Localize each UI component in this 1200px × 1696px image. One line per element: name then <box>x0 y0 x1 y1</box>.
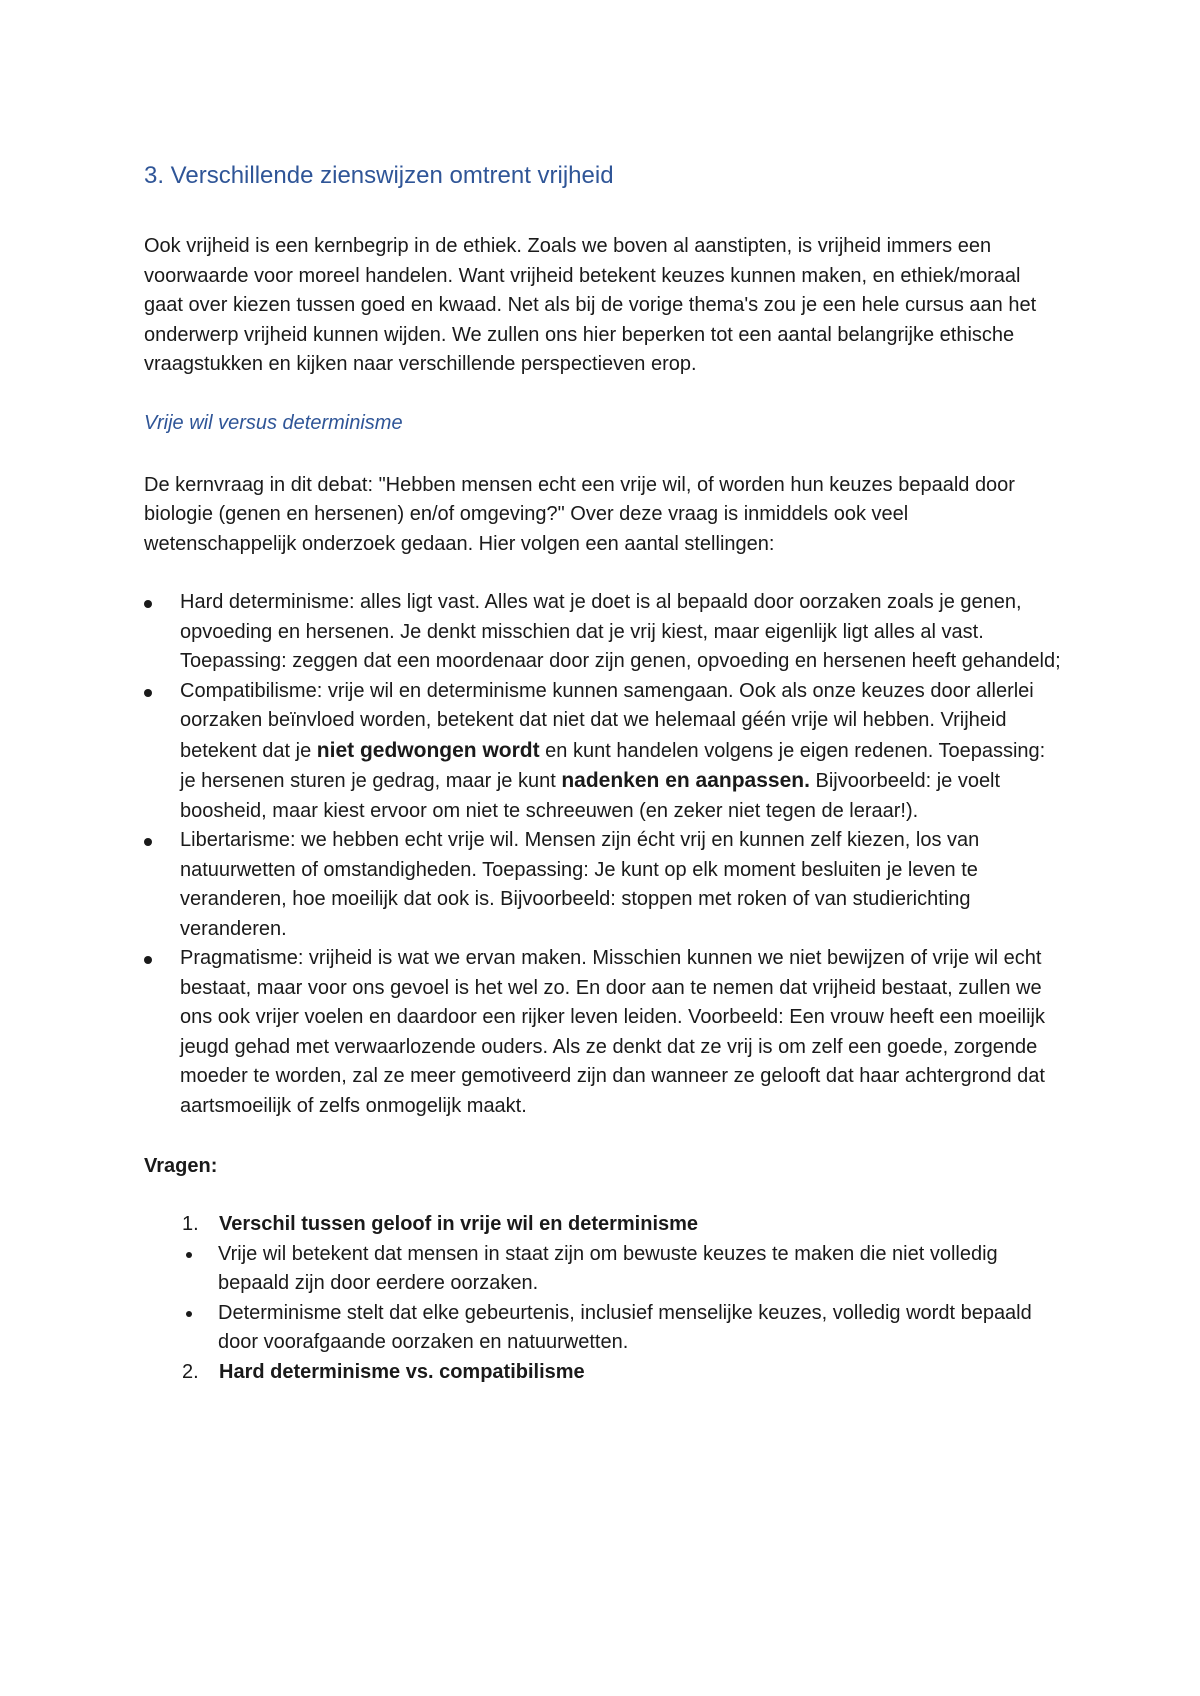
question-number: 2. <box>182 1360 199 1383</box>
list-item-text: Vrije wil betekent dat mensen in staat zijn om bewuste keuzes te maken die niet volledig bepaald zijn door eerdere oorzaken. <box>218 1242 998 1294</box>
list-item <box>144 826 1064 944</box>
document-page <box>144 160 1064 1387</box>
list-item-text: en kunt handelen volgens je eigen redenen. Toepassing: je hersenen sturen je gedrag, maar je kunt <box>180 739 1046 792</box>
list-item <box>144 677 1064 827</box>
list-item <box>144 1240 1064 1299</box>
question-item <box>144 1210 1064 1240</box>
emphasis-text: nadenken en aanpassen. <box>561 769 810 792</box>
list-item-text: Hard determinisme: alles ligt vast. Alles wat je doet is al bepaald door oorzaken zoals je genen, opvoeding en hersenen. Je denkt misschien dat je vrij kiest, maar eigenlijk ligt alles al vast. Toepassing: zeggen dat een moordenaar door zijn genen, opvoeding en hersenen heeft gehandeld; <box>180 591 1061 672</box>
bullet-icon <box>144 956 152 964</box>
list-item <box>144 1299 1064 1358</box>
list-item-text: Pragmatisme: vrijheid is wat we ervan maken. Misschien kunnen we niet bewijzen of vrije wil echt bestaat, maar voor ons gevoel is het wel zo. En door aan te nemen dat vrijheid bestaat, zullen we ons ook vrijer voelen en daardoor een rijker leven leiden. Voorbeeld: Een vrouw heeft een moeilijk jeugd gehad met verwaarlozende ouders. Als ze denkt dat ze vrij is om zelf een goede, zorgende moeder te worden, zal ze meer gemotiveerd zijn dan wanneer ze gelooft dat haar achtergrond dat aartsmoeilijk of zelfs onmogelijk maakt. <box>180 947 1045 1117</box>
questions-heading: Vragen: <box>144 1155 218 1177</box>
answer-list <box>144 1240 1064 1358</box>
list-item <box>144 944 1064 1121</box>
bullet-icon <box>186 1311 192 1317</box>
list-item-text: Compatibilisme: vrije wil en determinisme kunnen samengaan. Ook als onze keuzes door allerlei oorzaken beïnvloed worden, betekent dat niet dat we helemaal géén vrije wil hebben. Vrijheid betekent dat je <box>180 679 1034 762</box>
bullet-icon <box>186 1252 192 1258</box>
list-item-text: Libertarisme: we hebben echt vrije wil. Mensen zijn écht vrij en kunnen zelf kiezen, los van natuurwetten of omstandigheden. Toepassing: Je kunt op elk moment besluiten je leven te veranderen, hoe moeilijk dat ook is. Bijvoorbeeld: stoppen met roken of van studierichting veranderen. <box>180 829 980 940</box>
list-item <box>144 588 1064 677</box>
question-title: Verschil tussen geloof in vrije wil en determinisme <box>219 1213 699 1235</box>
question-title: Hard determinisme vs. compatibilisme <box>219 1360 585 1383</box>
section-heading: 3. Verschillende zienswijzen omtrent vrijheid <box>144 162 614 189</box>
stellingen-list <box>144 588 1064 1121</box>
question-item <box>144 1358 1064 1388</box>
question-intro-paragraph: De kernvraag in dit debat: "Hebben mensen echt een vrije wil, of worden hun keuzes bepaald door biologie (genen en hersenen) en/of omgeving?" Over deze vraag is inmiddels ook veel wetenschappelijk onderzoek gedaan. Hier volgen een aantal stellingen: <box>144 473 1015 555</box>
intro-paragraph: Ook vrijheid is een kernbegrip in de ethiek. Zoals we boven al aanstipten, is vrijheid immers een voorwaarde voor moreel handelen. Want vrijheid betekent keuzes kunnen maken, en ethiek/moraal gaat over kiezen tussen goed en kwaad. Net als bij de vorige thema's zou je een hele cursus aan het onderwerp vrijheid kunnen wijden. We zullen ons hier beperken tot een aantal belangrijke ethische vraagstukken en kijken naar verschillende perspectieven erop. <box>144 235 1037 375</box>
list-item-text: Bijvoorbeeld: je voelt boosheid, maar kiest ervoor om niet te schreeuwen (en zeker niet tegen de leraar!). <box>180 770 1001 822</box>
bullet-icon <box>144 838 152 846</box>
bullet-icon <box>144 689 152 697</box>
subsection-heading: Vrije wil versus determinisme <box>144 411 403 434</box>
list-item-text: Determinisme stelt dat elke gebeurtenis, inclusief menselijke keuzes, volledig wordt bepaald door voorafgaande oorzaken en natuurwetten. <box>218 1301 1032 1353</box>
bullet-icon <box>144 600 152 608</box>
emphasis-text: niet gedwongen wordt <box>316 738 540 762</box>
question-number: 1. <box>182 1213 199 1235</box>
